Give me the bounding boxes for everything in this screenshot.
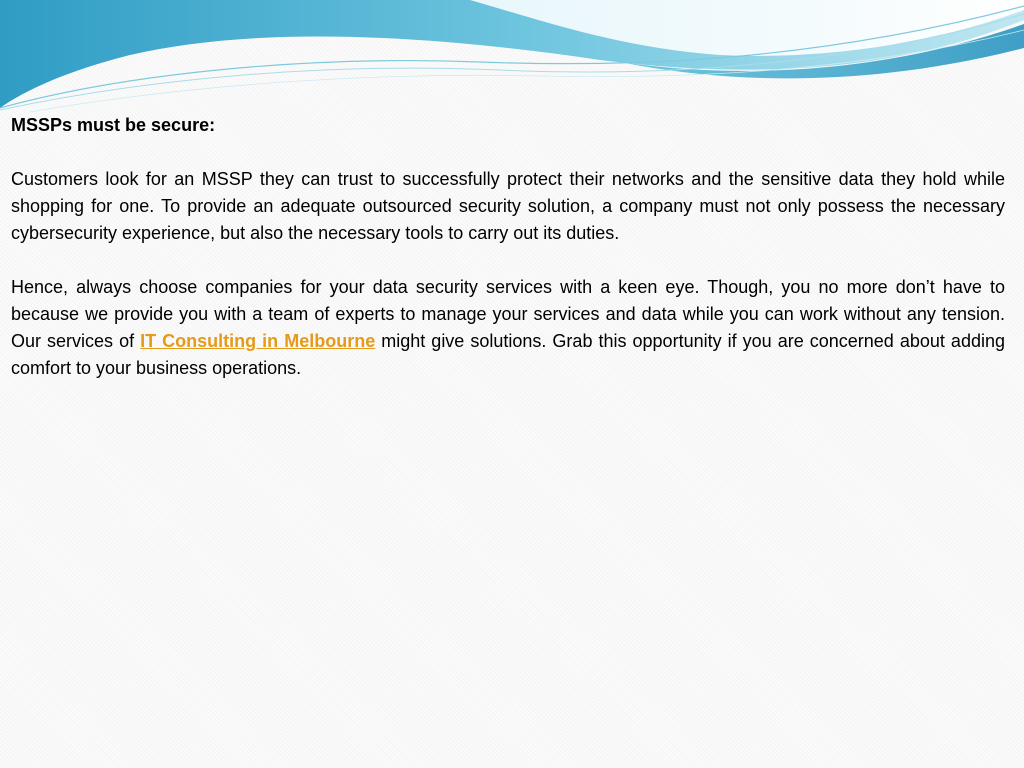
paragraph-1: Customers look for an MSSP they can trust to successfully protect their networks and the sensitive data they hold while shopping for one. To provide an adequate outsourced security solution, a company must not only possess the necessary cybersecurity experience, but also the necessary tools to carry out its duties. <box>11 169 1005 243</box>
it-consulting-melbourne-link[interactable]: IT Consulting in Melbourne <box>140 331 376 351</box>
slide-body <box>11 108 1005 409</box>
paragraph-2-text-after-link: might give solutions. Grab this opportunity if you are concerned about adding comfort to your business operations. <box>11 331 1005 378</box>
header-wave-decoration <box>0 0 1024 120</box>
paragraph-2 <box>11 274 1005 382</box>
paragraph-2-text-before-link: Hence, always choose companies for your data security services with a keen eye. Though, you no more don’t have to because we provide you with a team of experts to manage your services and data while you can work without any tension. Our services of <box>11 277 1005 351</box>
slide-heading: MSSPs must be secure: <box>11 115 216 135</box>
